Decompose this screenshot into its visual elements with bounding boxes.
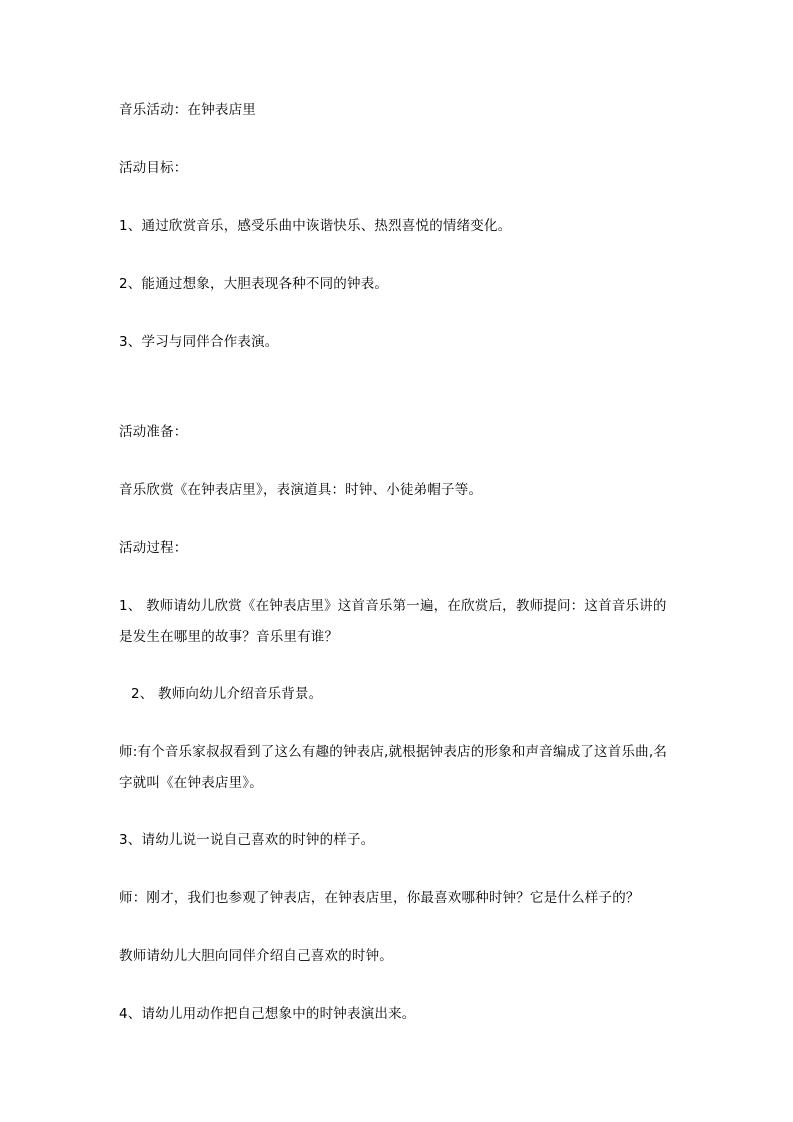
document-title: 音乐活动：在钟表店里 — [119, 102, 256, 118]
process-heading: 活动过程： — [119, 540, 188, 556]
process-step-1: 1、 教师请幼儿欣赏《在钟表店里》这首音乐第一遍，在欣赏后，教师提问：这首音乐讲的是发生在哪里的故事？音乐里有谁？ — [119, 598, 667, 645]
goals-heading: 活动目标： — [119, 160, 188, 176]
process-step-3: 3、请幼儿说一说自己喜欢的时钟的样子。 — [119, 832, 375, 848]
goal-item-2: 2、能通过想象，大胆表现各种不同的钟表。 — [119, 276, 389, 292]
goal-item-3: 3、学习与同伴合作表演。 — [119, 334, 279, 350]
process-step-2-detail: 师:有个音乐家叔叔看到了这么有趣的钟表店,就根据钟表店的形象和声音编成了这首乐曲,名字就叫《在钟表店里》。 — [119, 744, 668, 791]
goal-item-1: 1、通过欣赏音乐，感受乐曲中诙谐快乐、热烈喜悦的情绪变化。 — [119, 218, 512, 234]
prep-heading: 活动准备： — [119, 424, 188, 440]
process-step-3-detail: 师：刚才，我们也参观了钟表店，在钟表店里，你最喜欢哪种时钟？它是什么样子的？ — [119, 890, 640, 906]
process-step-4: 4、请幼儿用动作把自己想象中的时钟表演出来。 — [119, 1006, 416, 1022]
prep-text: 音乐欣赏《在钟表店里》，表演道具：时钟、小徒弟帽子等。 — [119, 482, 483, 498]
process-step-3-activity: 教师请幼儿大胆向同伴介绍自己喜欢的时钟。 — [119, 948, 393, 964]
process-step-2: 2、 教师向幼儿介绍音乐背景。 — [131, 686, 323, 702]
